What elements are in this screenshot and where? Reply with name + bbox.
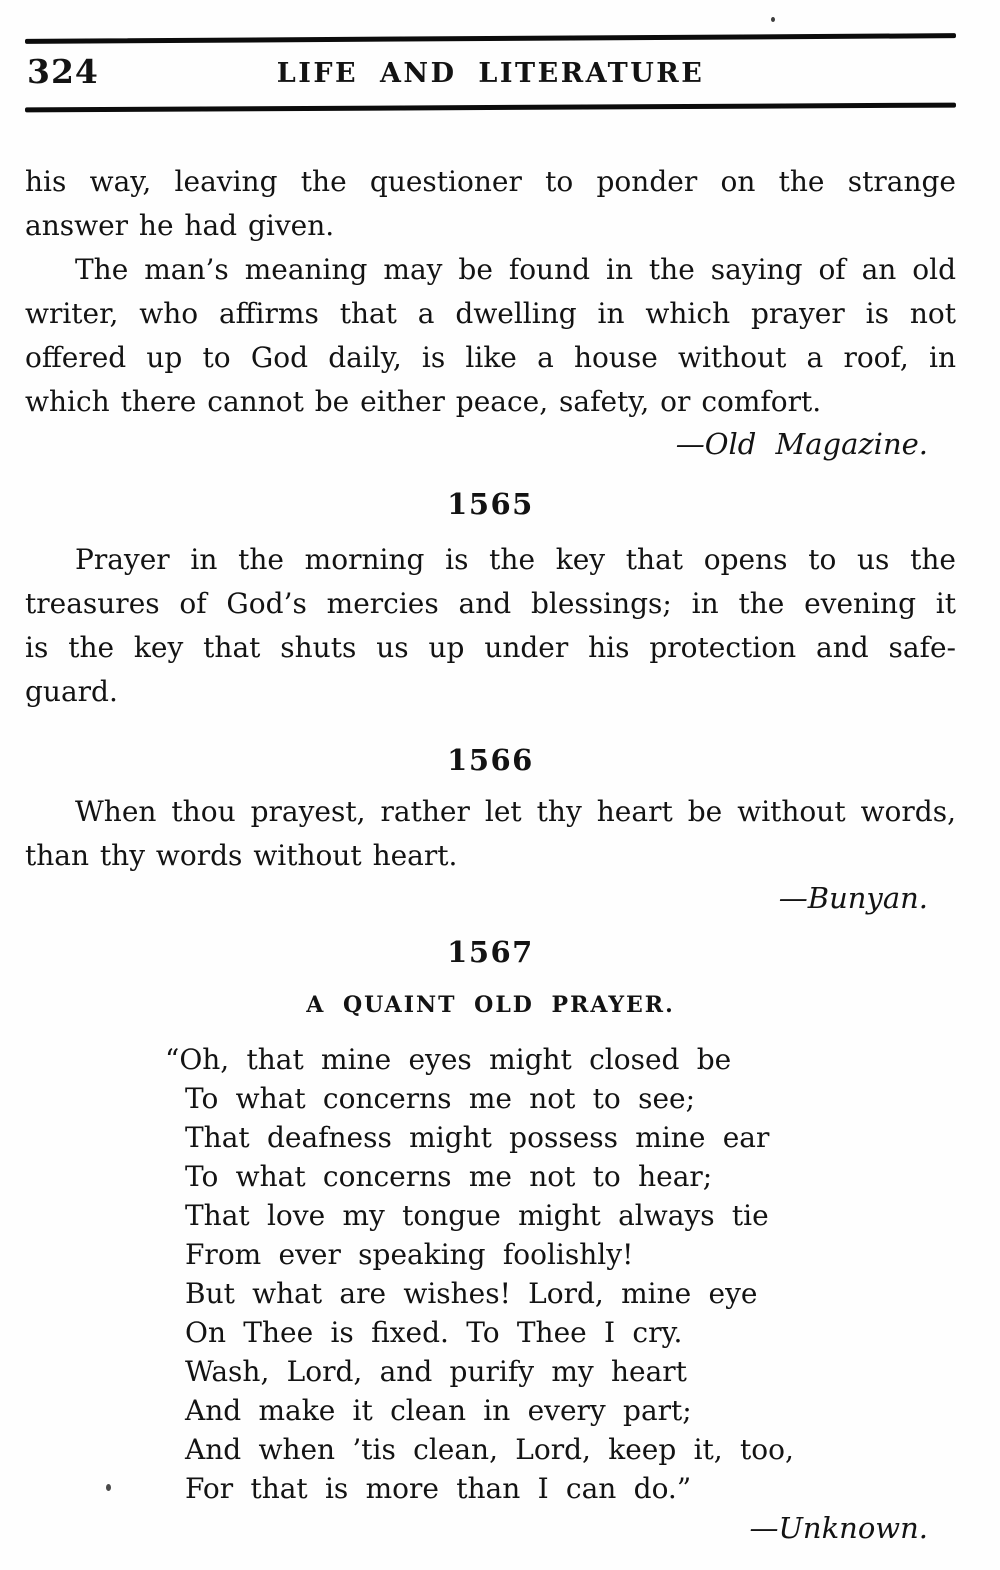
entry-paragraph xyxy=(25,538,956,714)
poem-line: To what concerns me not to hear; xyxy=(185,1160,713,1193)
header-rule-top xyxy=(25,33,956,44)
text-line: treasures of God’s mercies and blessings; in the evening it xyxy=(25,587,956,620)
entry-paragraph xyxy=(25,790,956,878)
text-line: guard. xyxy=(25,675,118,708)
entry-1565 xyxy=(25,484,956,714)
text-line: is the key that shuts us up under his protection and safe- xyxy=(25,631,956,664)
attribution-bunyan: —Bunyan. xyxy=(778,881,928,915)
intro-paragraph-1 xyxy=(25,160,956,248)
text-line: writer, who affirms that a dwelling in which prayer is not xyxy=(25,297,956,330)
poem-line: “Oh, that mine eyes might closed be xyxy=(165,1043,732,1076)
entry-1567 xyxy=(25,932,956,1548)
entry-heading: A QUAINT OLD PRAYER. xyxy=(306,992,675,1018)
poem xyxy=(165,1040,956,1508)
text-line: Prayer in the morning is the key that opens to us the xyxy=(75,543,956,576)
entry-number: 1566 xyxy=(447,743,534,777)
poem-line: That deafness might possess mine ear xyxy=(185,1121,770,1154)
entry-number: 1565 xyxy=(447,487,534,521)
poem-line: That love my tongue might always tie xyxy=(185,1199,769,1232)
text-line: than thy words without heart. xyxy=(25,839,458,872)
poem-line: And make it clean in every part; xyxy=(185,1394,692,1427)
entry-number: 1567 xyxy=(447,935,534,969)
text-line: his way, leaving the questioner to ponder on the strange xyxy=(25,165,956,198)
poem-line: But what are wishes! Lord, mine eye xyxy=(185,1277,758,1310)
text-line: offered up to God daily, is like a house without a roof, in xyxy=(25,341,956,374)
page-header xyxy=(25,50,956,93)
poem-line: Wash, Lord, and purify my heart xyxy=(185,1355,687,1388)
poem-line: On Thee is fixed. To Thee I cry. xyxy=(185,1316,683,1349)
scan-speck xyxy=(106,1484,111,1491)
intro-paragraph-2 xyxy=(25,248,956,424)
running-title: LIFE AND LITERATURE xyxy=(276,58,705,89)
scan-speck xyxy=(771,17,775,22)
attribution-unknown: —Unknown. xyxy=(749,1511,928,1545)
poem-line: To what concerns me not to see; xyxy=(185,1082,696,1115)
entry-1566 xyxy=(25,740,956,918)
text-line: which there cannot be either peace, safety, or comfort. xyxy=(25,385,822,418)
page-number: 324 xyxy=(27,52,99,91)
attribution-old-magazine: —Old Magazine. xyxy=(675,427,928,461)
poem-line: And when ’tis clean, Lord, keep it, too, xyxy=(185,1433,794,1466)
text-line: The man’s meaning may be found in the saying of an old xyxy=(75,253,956,286)
text-line: answer he had given. xyxy=(25,209,335,242)
header-rule-bottom xyxy=(25,103,956,113)
poem-line: From ever speaking foolishly! xyxy=(185,1238,634,1271)
intro-section xyxy=(25,160,956,464)
text-line: When thou prayest, rather let thy heart be without words, xyxy=(75,795,956,828)
poem-line: For that is more than I can do.” xyxy=(185,1472,692,1505)
